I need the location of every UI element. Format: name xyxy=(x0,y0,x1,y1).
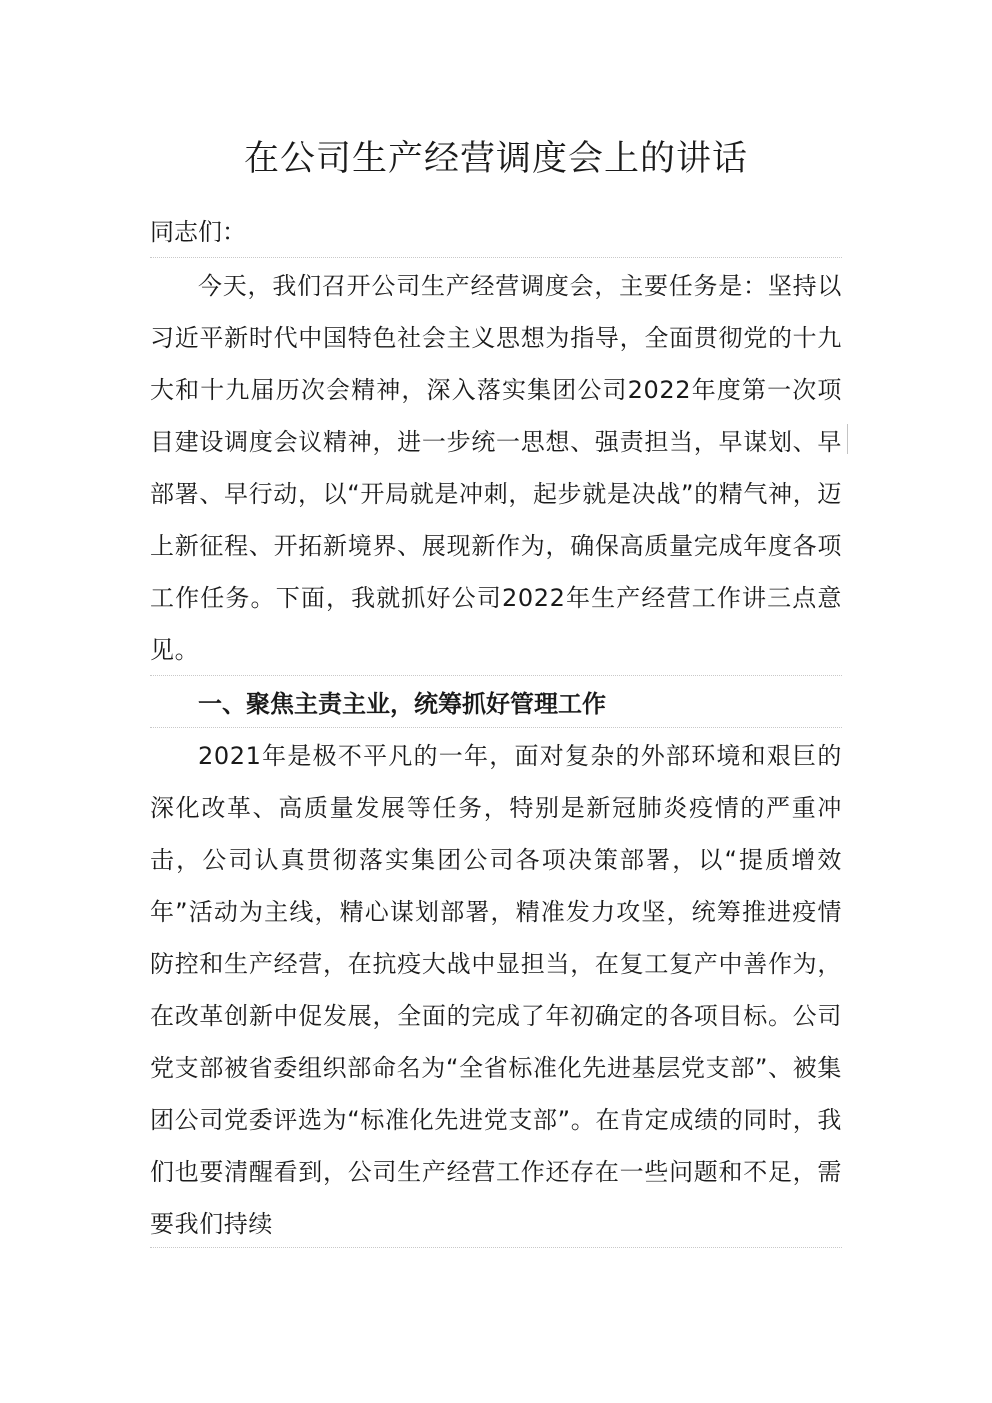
divider-line xyxy=(150,1247,842,1248)
divider-line xyxy=(150,257,842,258)
salutation: 同志们： xyxy=(150,218,246,246)
divider-line xyxy=(150,727,842,728)
section-paragraph: 2021年是极不平凡的一年，面对复杂的外部环境和艰巨的深化改革、高质量发展等任务，特别是新冠肺炎疫情的严重冲击，公司认真贯彻落实集团公司各项决策部署，以“提质增效年”活动为主线，精心谋划部署，精准发力攻坚，统筹推进疫情防控和生产经营，在抗疫大战中显担当，在复工复产中善作为，在改革创新中促发展，全面的完成了年初确定的各项目标。公司党支部被省委组织部命名为“全省标准化先进基层党支部”、被集团公司党委评选为“标准化先进党支部”。在肯定成绩的同时，我们也要清醒看到，公司生产经营工作还存在一些问题和不足，需要我们持续 xyxy=(150,742,842,1238)
margin-marker xyxy=(847,424,848,454)
document-title: 在公司生产经营调度会上的讲话 xyxy=(243,139,748,179)
section-heading: 一、聚焦主责主业，统筹抓好管理工作 xyxy=(198,690,606,718)
intro-paragraph: 今天，我们召开公司生产经营调度会，主要任务是：坚持以习近平新时代中国特色社会主义思想为指导，全面贯彻党的十九大和十九届历次会精神，深入落实集团公司2022年度第一次项目建设调度会议精神，进一步统一思想、强责担当，早谋划、早部署、早行动，以“开局就是冲刺，起步就是决战”的精气神，迈上新征程、开拓新境界、展现新作为，确保高质量完成年度各项工作任务。下面，我就抓好公司2022年生产经营工作讲三点意见。 xyxy=(150,272,842,664)
divider-line xyxy=(150,675,842,676)
